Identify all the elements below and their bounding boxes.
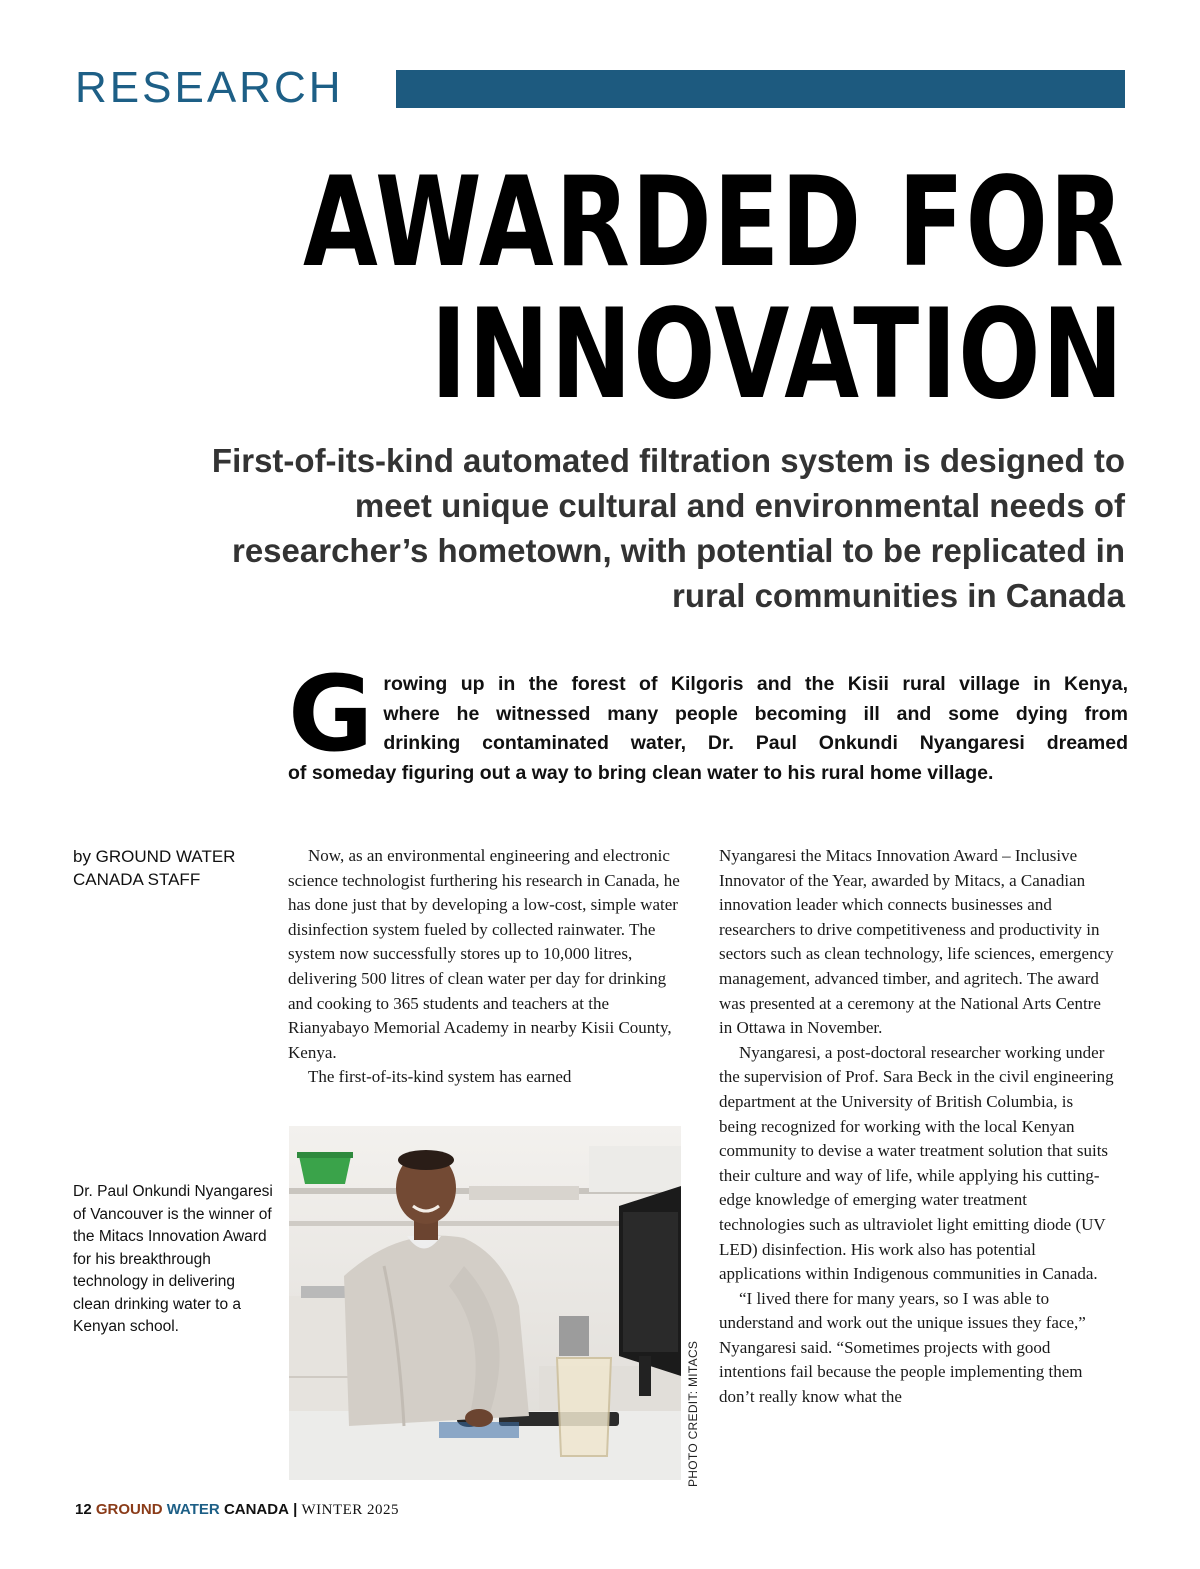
body-paragraph: Nyangaresi, a post-doctoral researcher working under the supervision of Prof. Sara Beck in the civil engineering department at the University of British Columbia, is being recognized for working with the local Kenyan community to devise a water treatment solution that suits their culture and way of life, while applying his cutting-edge knowledge of emerging water treatment technologies such as ultraviolet light emitting diode (UV LED) disinfection. His work also has potential applications within Indigenous communities in Canada. <box>719 1042 1114 1284</box>
photo-credit <box>686 1335 706 1495</box>
lede-line: of someday figuring out a way to bring clean water to his rural home village. <box>288 761 994 784</box>
body-column-2 <box>719 844 1114 1410</box>
body-paragraph: The first-of-its-kind system has earned <box>308 1067 572 1087</box>
lede-line: rowing up in the forest of Kilgoris and the Kisii rural village in Kenya, <box>383 673 1128 695</box>
byline: by GROUND WATER CANADA STAFF <box>73 847 236 889</box>
deck-line: researcher’s hometown, with potential to be replicated in <box>231 532 1125 569</box>
deck-line: First-of-its-kind automated filtration system is designed to <box>211 442 1125 479</box>
magazine-name-ground: GROUND <box>95 1501 163 1518</box>
portrait-photo <box>289 1126 681 1480</box>
page-footer <box>75 1500 399 1520</box>
body-paragraph: Now, as an environmental engineering and electronic science technologist furthering his research in Canada, he has done just that by developing a low-cost, simple water disinfection system fueled by collected rainwater. The system now successfully stores up to 10,000 litres, delivering 500 litres of clean water per day for drinking and cooking to 365 students and teachers at the Rianyabayo Memorial Academy in nearby Kisii County, Kenya. <box>288 846 680 1062</box>
headline-line-2: INNOVATION <box>431 283 1125 427</box>
body-paragraph: Nyangaresi the Mitacs Innovation Award – Inclusive Innovator of the Year, awarded by Mitacs, a Canadian innovation leader which connects businesses and researchers to drive competitiveness and productivity in sectors such as clean technology, life sciences, emergency management, advanced timber, and agritech. The award was presented at a ceremony at the National Arts Centre in Ottawa in November. <box>719 846 1114 1038</box>
drop-cap: G <box>288 653 374 775</box>
lede-line: where he witnessed many people becoming ill and some dying from <box>383 702 1128 725</box>
photo-caption: Dr. Paul Onkundi Nyangaresi of Vancouver is the winner of the Mitacs Innovation Award for his breakthrough technology in delivering clean drinking water to a Kenyan school. <box>73 1183 273 1335</box>
section-accent-bar <box>396 70 1125 108</box>
body-column-1 <box>288 844 683 1090</box>
lede-paragraph <box>288 653 1128 788</box>
lab-photo-illustration <box>289 1126 681 1480</box>
issue-date: WINTER 2025 <box>301 1502 400 1518</box>
deck-line: rural communities in Canada <box>672 577 1125 614</box>
magazine-name-canada: CANADA <box>223 1501 289 1518</box>
page-number: 12 <box>75 1501 92 1518</box>
headline-line-1: AWARDED FOR <box>302 151 1125 295</box>
body-paragraph: “I lived there for many years, so I was able to understand and work out the unique issues they face,” Nyangaresi said. “Sometimes projects with good intentions fail because the people implementing them don’t really know what the <box>719 1288 1086 1407</box>
magazine-name-water: WATER <box>166 1501 220 1518</box>
section-label: RESEARCH <box>75 63 344 112</box>
footer-separator: | <box>293 1501 298 1518</box>
photo-credit-text: PHOTO CREDIT: MITACS <box>686 1340 700 1487</box>
deck-line: meet unique cultural and environmental needs of <box>354 487 1125 524</box>
lede-line: drinking contaminated water, Dr. Paul Onkundi Nyangaresi dreamed <box>383 732 1128 754</box>
article-deck <box>90 438 1125 618</box>
